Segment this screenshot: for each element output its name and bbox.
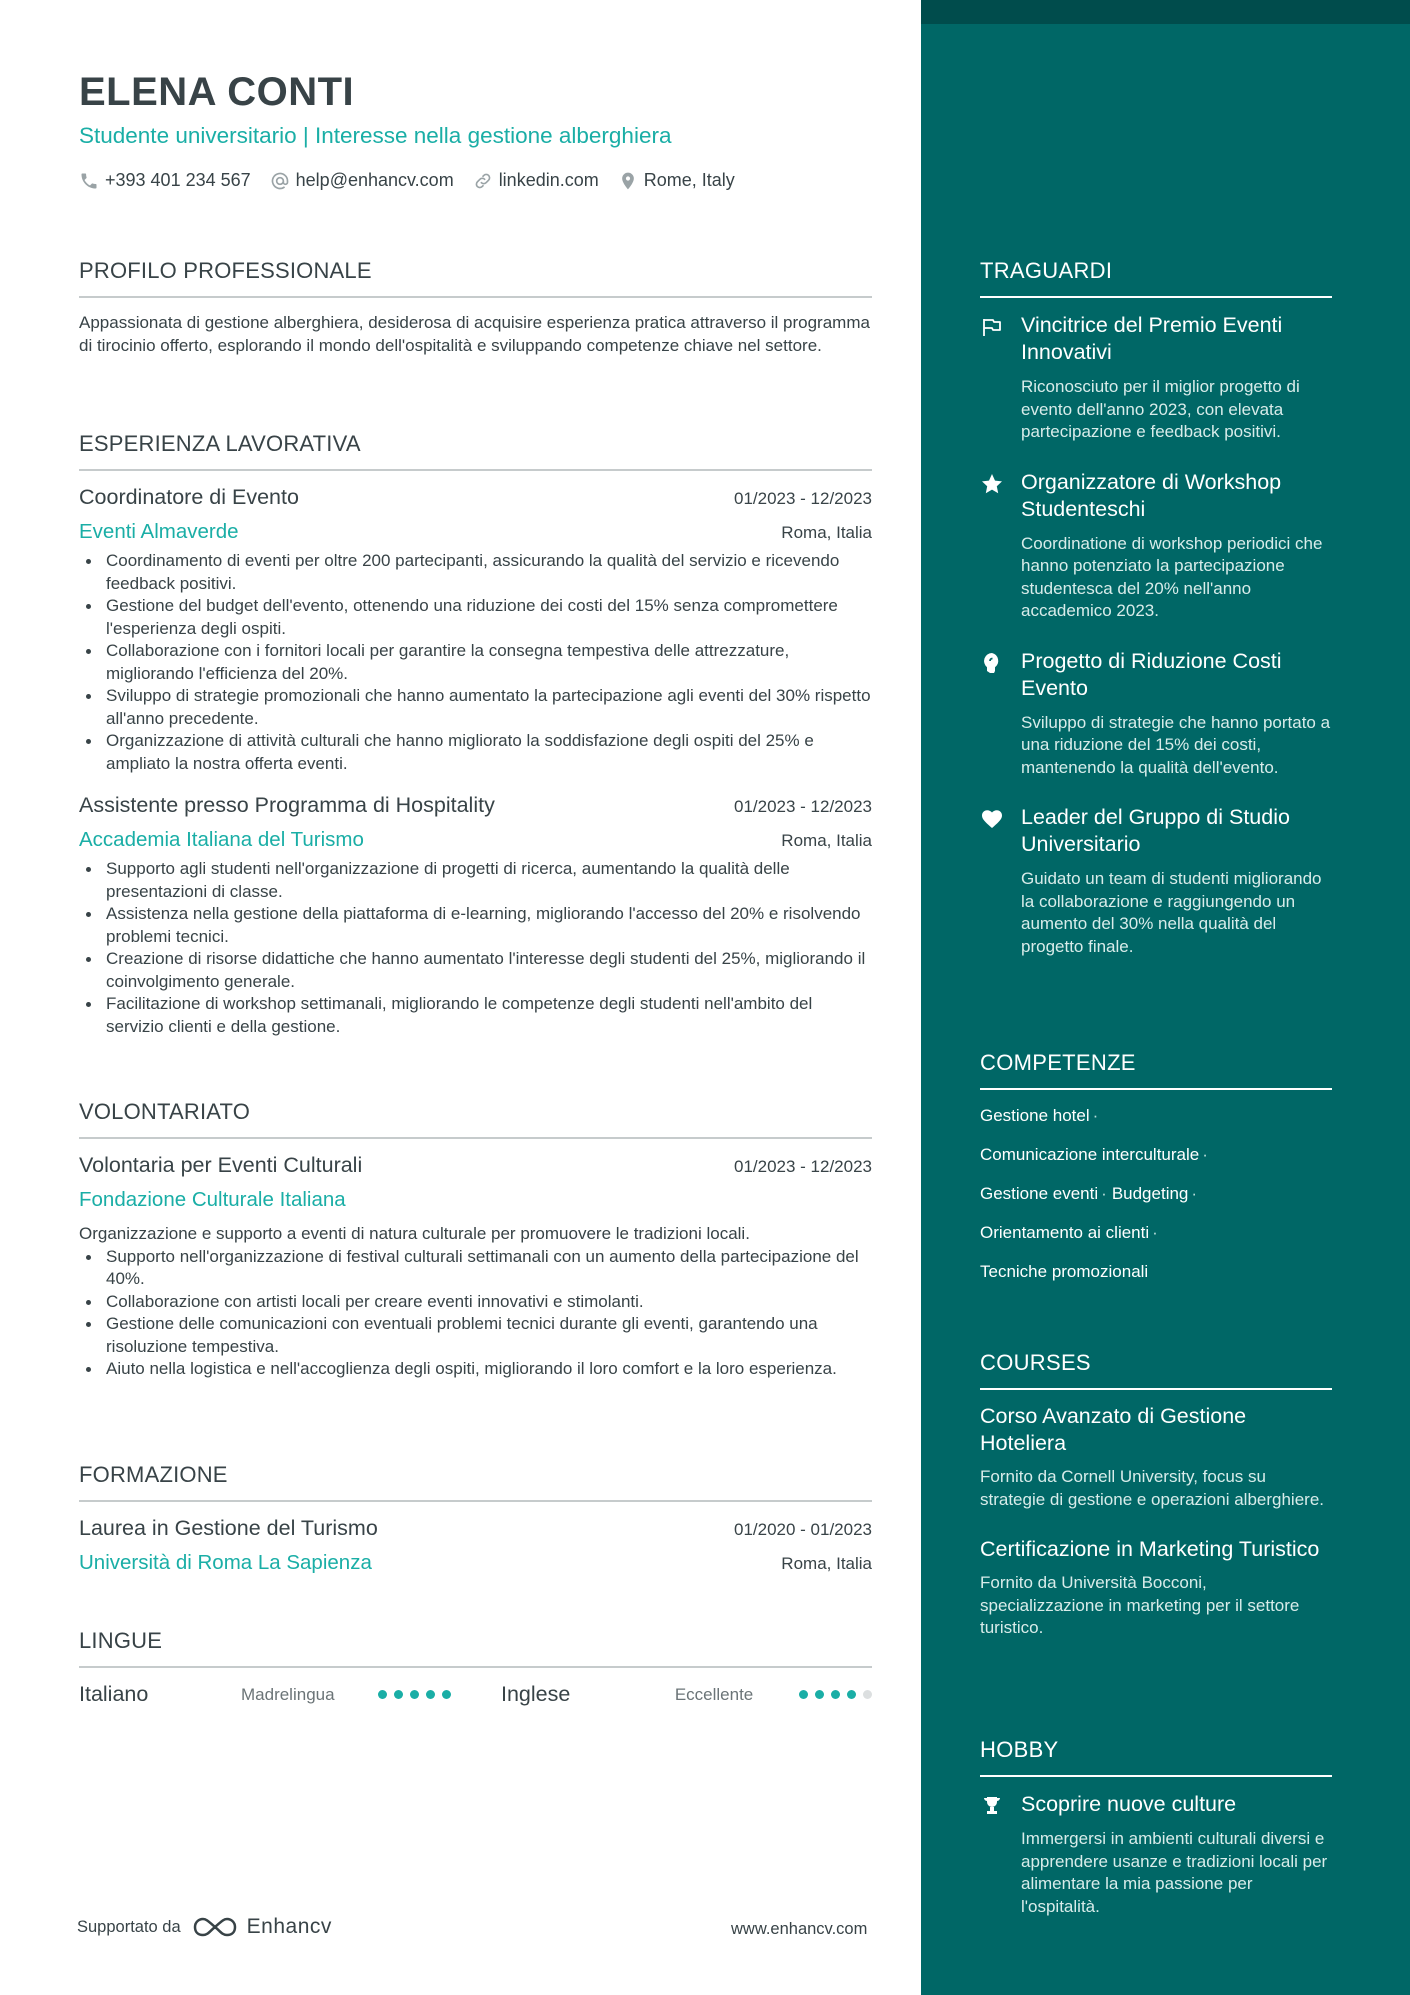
job-entry — [79, 485, 872, 775]
enhancv-logo-icon — [191, 1915, 239, 1939]
section-heading: ESPERIENZA LAVORATIVA — [79, 431, 872, 471]
volunteer-title: Volontaria per Eventi Culturali — [79, 1153, 363, 1177]
course-title: Certificazione in Marketing Turistico — [980, 1537, 1320, 1561]
section-heading: VOLONTARIATO — [79, 1099, 872, 1139]
achievement-title: Progetto di Riduzione Costi Evento — [1021, 648, 1282, 700]
bullet-item: Coordinamento di eventi per oltre 200 partecipanti, assicurando la qualità del servizio e ricevendo feedback positivi. — [79, 550, 872, 595]
section-education — [79, 1462, 872, 1575]
section-achievements — [980, 258, 1332, 958]
skill-line: Gestione hotel · — [980, 1106, 1099, 1125]
language-item — [79, 1682, 501, 1707]
contact-location — [618, 170, 735, 191]
section-skills — [980, 1050, 1332, 1300]
section-heading: COURSES — [980, 1350, 1332, 1390]
section-heading: TRAGUARDI — [980, 258, 1332, 298]
volunteer-description: Organizzazione e supporto a eventi di natura culturale per promuovere le tradizioni locali. — [79, 1224, 750, 1243]
achievement-desc: Sviluppo di strategie che hanno portato a una riduzione del 15% dei costi, mantenendo la qualità dell'evento. — [1021, 712, 1331, 777]
skill-tag: Tecniche promozionali — [980, 1262, 1149, 1281]
achievement-item — [980, 312, 1332, 444]
bullet-item: Collaborazione con artisti locali per creare eventi innovativi e stimolanti. — [79, 1291, 872, 1314]
bullet-item: Collaborazione con i fornitori locali per garantire la consegna tempestiva delle attrezzature, migliorando l'efficienza del 20%. — [79, 640, 872, 685]
job-location: Roma, Italia — [781, 831, 872, 850]
contact-linkedin[interactable] — [473, 170, 599, 191]
language-rating — [792, 1690, 872, 1699]
sidebar — [921, 0, 1410, 1995]
section-profile — [79, 258, 872, 357]
flag-icon — [980, 315, 1004, 339]
achievement-desc: Coordinatione di workshop periodici che hanno potenziato la partecipazione studentesca del 20% nell'anno accademico 2023. — [1021, 533, 1323, 620]
volunteer-date: 01/2023 - 12/2023 — [733, 1157, 872, 1176]
section-heading: LINGUE — [79, 1628, 872, 1668]
hobby-item — [980, 1791, 1332, 1918]
achievement-title: Leader del Gruppo di Studio Universitario — [1021, 805, 1290, 856]
profile-text: Appassionata di gestione alberghiera, desiderosa di acquisire esperienza pratica attraverso il programma di tirocinio offerto, esplorando il mondo dell'ospitalità e sviluppando competenze chiave nel settore. — [79, 313, 870, 355]
contact-bar — [79, 170, 754, 191]
bullet-item: Supporto nell'organizzazione di festival culturali settimanali con un aumento della partecipazione del 40%. — [79, 1246, 872, 1291]
language-level: Eccellente — [674, 1684, 754, 1704]
section-heading: HOBBY — [980, 1737, 1332, 1777]
languages-row — [79, 1682, 872, 1707]
achievement-title: Vincitrice del Premio Eventi Innovativi — [1021, 313, 1283, 364]
sidebar-top-band — [921, 0, 1410, 24]
link-icon — [473, 171, 493, 191]
language-name: Italiano — [79, 1682, 149, 1706]
degree-date: 01/2020 - 01/2023 — [733, 1520, 872, 1539]
achievement-item — [980, 469, 1332, 623]
bullet-item: Creazione di risorse didattiche che hanno aumentato l'interesse degli studenti del 25%, migliorando il coinvolgimento generale. — [79, 948, 872, 993]
volunteer-org: Fondazione Culturale Italiana — [79, 1188, 346, 1211]
star-icon — [980, 472, 1004, 496]
bullet-item: Aiuto nella logistica e nell'accoglienza degli ospiti, migliorando il loro comfort e la loro esperienza. — [79, 1358, 872, 1381]
rating-dot — [815, 1690, 824, 1699]
section-courses — [980, 1350, 1332, 1640]
degree-title: Laurea in Gestione del Turismo — [79, 1516, 378, 1540]
skill-line: Orientamento ai clienti · — [980, 1223, 1158, 1242]
bullet-item: Gestione del budget dell'evento, ottenendo una riduzione dei costi del 15% senza compromettere l'esperienza degli ospiti. — [79, 595, 872, 640]
job-date: 01/2023 - 12/2023 — [733, 489, 872, 508]
skill-line — [980, 1261, 1332, 1300]
achievement-item — [980, 804, 1332, 958]
contact-email-text: help@enhancv.com — [295, 170, 454, 190]
contact-email[interactable] — [270, 170, 454, 191]
language-item — [501, 1682, 872, 1707]
achievement-desc: Riconosciuto per il miglior progetto di evento dell'anno 2023, con elevata partecipazione e feedback positivi. — [1021, 377, 1300, 441]
skills-list — [980, 1105, 1332, 1300]
at-icon — [270, 171, 290, 191]
bullet-item: Assistenza nella gestione della piattaforma di e-learning, migliorando l'accesso del 20% e risolvendo problemi tecnici. — [79, 903, 872, 948]
course-item — [980, 1403, 1332, 1511]
footer-branding — [77, 1915, 332, 1939]
skill-tag: Comunicazione interculturale — [980, 1145, 1200, 1164]
job-company: Accademia Italiana del Turismo — [79, 828, 364, 851]
course-item — [980, 1536, 1332, 1640]
heart-icon — [980, 807, 1004, 831]
candidate-subtitle: Studente universitario | Interesse nella gestione alberghiera — [79, 123, 672, 148]
contact-linkedin-text: linkedin.com — [498, 170, 599, 190]
bullet-item: Organizzazione di attività culturali che hanno migliorato la soddisfazione degli ospiti del 25% e ampliato la nostra offerta eventi. — [79, 730, 872, 775]
contact-phone[interactable] — [79, 170, 251, 191]
hobby-title: Scoprire nuove culture — [1021, 1792, 1237, 1816]
candidate-name: ELENA CONTI — [79, 70, 355, 114]
phone-icon — [79, 171, 99, 191]
map-pin-icon — [618, 171, 638, 191]
rating-dot — [410, 1690, 419, 1699]
achievement-desc: Guidato un team di studenti migliorando la collaborazione e raggiungendo un aumento del 30% nella qualità del progetto finale. — [1021, 869, 1322, 956]
footer-website[interactable]: www.enhancv.com — [731, 1920, 868, 1938]
trophy-icon — [980, 1794, 1004, 1818]
job-location: Roma, Italia — [781, 523, 872, 542]
rating-dot — [378, 1690, 387, 1699]
achievement-title: Organizzatore di Workshop Studenteschi — [1021, 469, 1282, 521]
footer-brand: Enhancv — [246, 1915, 332, 1938]
bullet-item: Sviluppo di strategie promozionali che hanno aumentato la partecipazione agli eventi del 30% rispetto all'anno precedente. — [79, 685, 872, 730]
contact-phone-text: +393 401 234 567 — [105, 170, 251, 190]
section-heading: COMPETENZE — [980, 1050, 1332, 1090]
rating-dot — [847, 1690, 856, 1699]
course-desc: Fornito da Cornell University, focus su strategie di gestione e operazioni alberghiere. — [980, 1467, 1325, 1509]
rating-dot — [426, 1690, 435, 1699]
rating-dot — [442, 1690, 451, 1699]
bullet-item: Gestione delle comunicazioni con eventuali problemi tecnici durante gli eventi, garantendo una risoluzione tempestiva. — [79, 1313, 872, 1358]
achievement-item — [980, 648, 1332, 780]
job-bullets — [79, 550, 872, 775]
hobby-desc: Immergersi in ambienti culturali diversi e apprendere usanze e tradizioni locali per alimentare la mia passione per l'ospitalità. — [1021, 1829, 1328, 1916]
job-title: Coordinatore di Evento — [79, 485, 299, 509]
rating-dot — [831, 1690, 840, 1699]
bullet-item: Supporto agli studenti nell'organizzazione di progetti di ricerca, aumentando la qualità delle presentazioni di classe. — [79, 858, 872, 903]
footer-powered-by: Supportato da — [77, 1917, 181, 1936]
rating-dot — [799, 1690, 808, 1699]
job-company: Eventi Almaverde — [79, 520, 239, 543]
school-location: Roma, Italia — [781, 1554, 872, 1573]
skill-tag: Budgeting — [1111, 1184, 1189, 1203]
volunteer-bullets — [79, 1246, 872, 1381]
contact-location-text: Rome, Italy — [643, 170, 735, 190]
bullet-item: Facilitazione di workshop settimanali, migliorando le competenze degli studenti nell'ambito del servizio clienti e della gestione. — [79, 993, 872, 1038]
job-date: 01/2023 - 12/2023 — [733, 797, 872, 816]
section-hobby — [980, 1737, 1332, 1918]
section-languages — [79, 1628, 872, 1707]
language-rating — [371, 1690, 451, 1699]
skill-tag: Orientamento ai clienti — [980, 1223, 1150, 1242]
language-name: Inglese — [501, 1682, 571, 1706]
skill-tag: Gestione hotel — [980, 1106, 1090, 1125]
job-entry — [79, 793, 872, 1038]
section-heading: FORMAZIONE — [79, 1462, 872, 1502]
section-heading: PROFILO PROFESSIONALE — [79, 258, 872, 298]
lightbulb-icon — [980, 651, 1004, 675]
section-volunteering — [79, 1099, 872, 1381]
rating-dot — [394, 1690, 403, 1699]
job-bullets — [79, 858, 872, 1038]
course-desc: Fornito da Università Bocconi, specializzazione in marketing per il settore turistico. — [980, 1573, 1300, 1637]
skill-line: Comunicazione interculturale · — [980, 1145, 1208, 1164]
skill-tag: Gestione eventi — [980, 1184, 1099, 1203]
job-title: Assistente presso Programma di Hospitality — [79, 793, 495, 817]
school-name: Università di Roma La Sapienza — [79, 1551, 372, 1574]
skill-line: Gestione eventi · Budgeting · — [980, 1184, 1198, 1203]
rating-dot — [863, 1690, 872, 1699]
language-level: Madrelingua — [241, 1684, 335, 1704]
section-experience — [79, 431, 872, 1038]
course-title: Corso Avanzato di Gestione Hoteliera — [980, 1404, 1247, 1455]
